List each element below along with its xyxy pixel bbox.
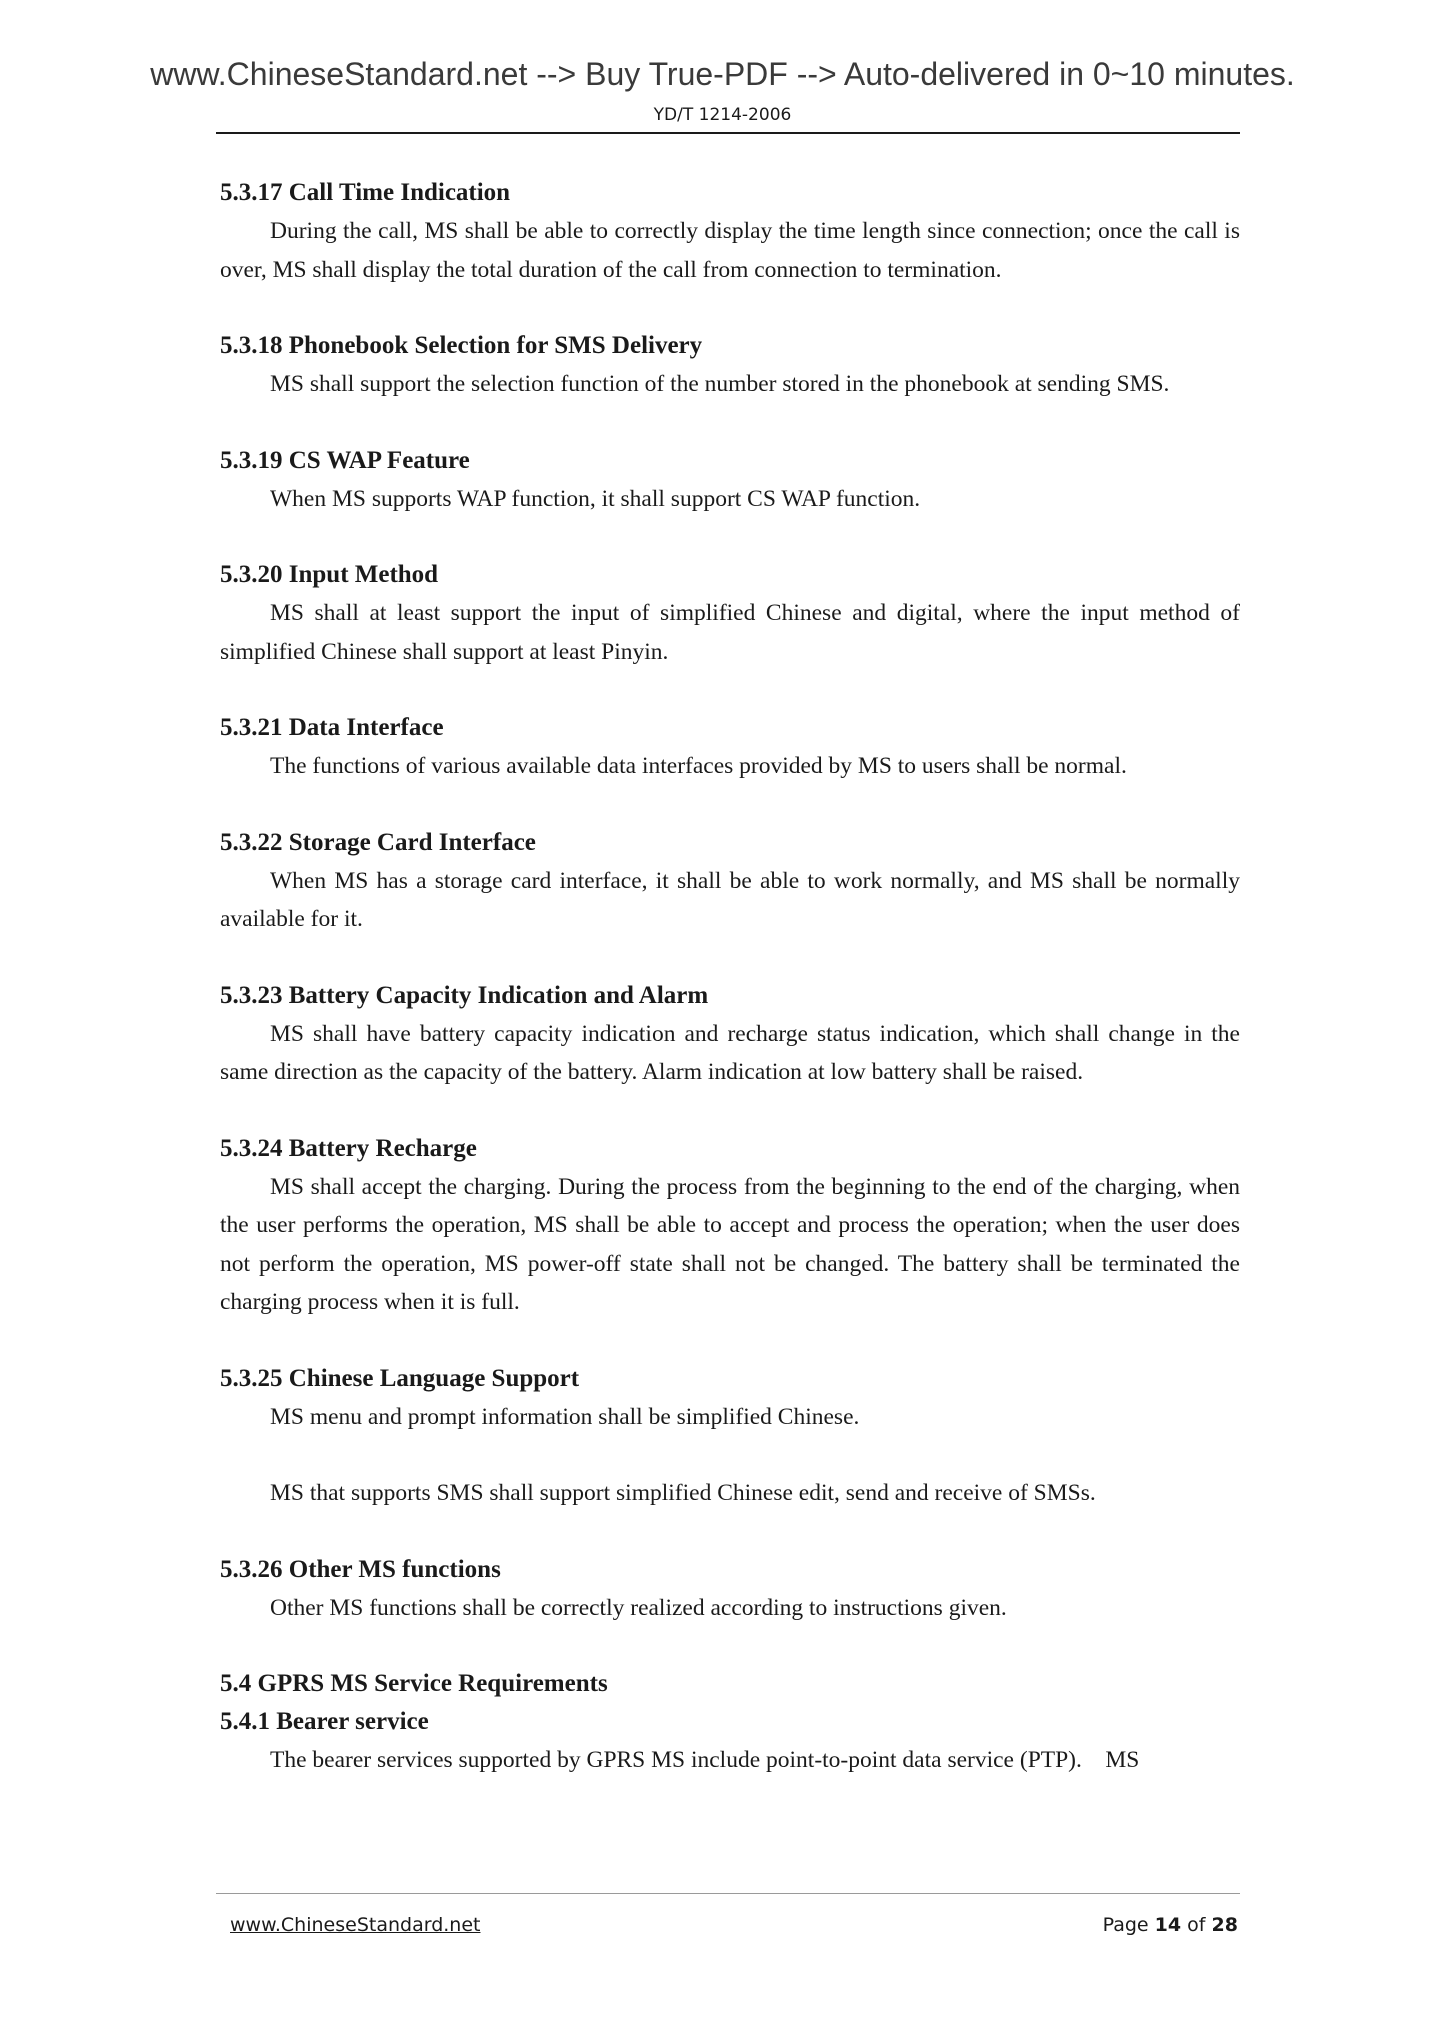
section-paragraph: MS menu and prompt information shall be simplified Chinese. <box>270 1403 860 1430</box>
section-heading: 5.3.24 Battery Recharge <box>220 1134 477 1162</box>
section-heading: 5.3.20 Input Method <box>220 561 439 588</box>
page-body <box>220 174 1240 1780</box>
section-5-3-17 <box>220 174 1240 289</box>
section-heading: 5.3.25 Chinese Language Support <box>220 1364 580 1392</box>
section-paragraph: Other MS functions shall be correctly realized according to instructions given. <box>270 1594 1007 1621</box>
section-5-4-1 <box>220 1703 1240 1780</box>
section-heading: 5.3.19 CS WAP Feature <box>220 446 470 474</box>
section-heading: 5.3.23 Battery Capacity Indication and Alarm <box>220 981 709 1009</box>
page-number <box>1103 1913 1238 1937</box>
section-paragraph: MS shall support the selection function of the number stored in the phonebook at sending SMS. <box>270 371 1170 397</box>
section-heading: 5.3.26 Other MS functions <box>220 1555 501 1583</box>
page-total: 28 <box>1211 1914 1238 1936</box>
section-paragraph: MS shall accept the charging. During the process from the beginning to the end of the charging, when the user performs the operation, MS shall be able to accept and process the operation; when the user does not perform the operation, MS power-off state shall not be changed. The battery shall be terminated the charging process when it is full. <box>220 1173 1240 1315</box>
section-5-3-25 <box>220 1360 1240 1513</box>
section-paragraph: During the call, MS shall be able to correctly display the time length since connection; once the call is over, MS shall display the total duration of the call from connection to termination. <box>220 218 1240 283</box>
section-5-3-21 <box>220 709 1240 786</box>
section-paragraph: When MS has a storage card interface, it shall be able to work normally, and MS shall be normally available for it. <box>220 867 1240 932</box>
section-5-3-22 <box>220 824 1240 939</box>
section-paragraph: The functions of various available data interfaces provided by MS to users shall be normal. <box>270 753 1127 779</box>
section-5-3-26 <box>220 1551 1240 1628</box>
section-paragraph: MS shall at least support the input of simplified Chinese and digital, where the input method of simplified Chinese shall support at least Pinyin. <box>220 600 1240 665</box>
section-heading: 5.4.1 Bearer service <box>220 1708 429 1735</box>
section-paragraph: MS that supports SMS shall support simplified Chinese edit, send and receive of SMSs. <box>270 1480 1096 1506</box>
footer-divider <box>216 1893 1240 1894</box>
footer-site-link[interactable]: www.ChineseStandard.net <box>230 1914 481 1936</box>
section-5-3-19 <box>220 442 1240 519</box>
section-paragraph: When MS supports WAP function, it shall support CS WAP function. <box>270 485 921 512</box>
section-heading: 5.3.17 Call Time Indication <box>220 179 511 206</box>
section-5-3-24 <box>220 1130 1240 1322</box>
section-heading: 5.3.18 Phonebook Selection for SMS Delivery <box>220 332 703 359</box>
section-heading: 5.3.21 Data Interface <box>220 714 444 741</box>
section-5-4 <box>220 1665 1240 1703</box>
promo-banner: www.ChineseStandard.net --> Buy True-PDF --> Auto-delivered in 0~10 minutes. <box>150 56 1295 92</box>
page-prefix: Page <box>1102 1914 1149 1936</box>
section-heading: 5.3.22 Storage Card Interface <box>220 828 536 856</box>
page-current: 14 <box>1154 1914 1182 1936</box>
section-paragraph: The bearer services supported by GPRS MS include point-to-point data service (PTP). MS <box>270 1747 1140 1773</box>
page-of: of <box>1187 1914 1206 1936</box>
section-paragraph: MS shall have battery capacity indication and recharge status indication, which shall change in the same direction as the capacity of the battery. Alarm indication at low battery shall be raised. <box>220 1020 1240 1085</box>
section-heading: 5.4 GPRS MS Service Requirements <box>220 1670 608 1697</box>
section-5-3-18 <box>220 327 1240 404</box>
header-divider <box>216 132 1240 134</box>
section-5-3-23 <box>220 977 1240 1092</box>
section-5-3-20 <box>220 556 1240 671</box>
document-code: YD/T 1214-2006 <box>653 105 792 125</box>
